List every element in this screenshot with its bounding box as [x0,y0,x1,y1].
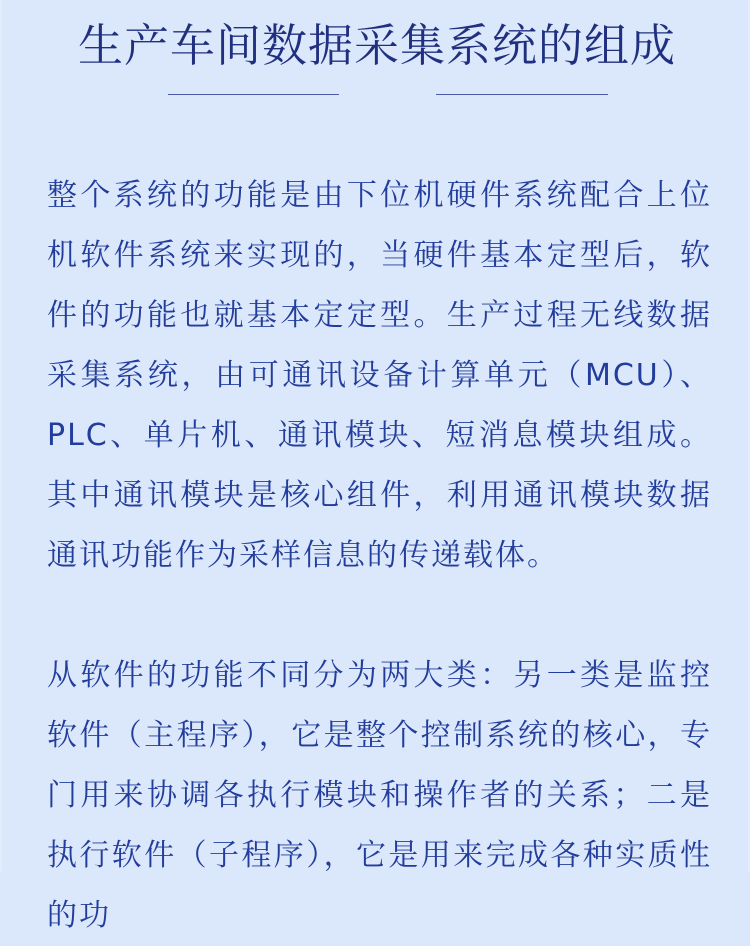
title-divider-left [168,94,339,95]
title-divider-right [436,94,608,95]
paragraph-software-types: 从软件的功能不同分为两大类：另一类是监控软件（主程序），它是整个控制系统的核心，专门用来协调各执行模块和操作者的关系；二是执行软件（子程序），它是用来完成各种实质性的功 [47,658,712,933]
paragraph-system-function: 整个系统的功能是由下位机硬件系统配合上位机软件系统来实现的，当硬件基本定型后，软件的功能也就基本定定型。生产过程无线数据采集系统，由可通讯设备计算单元（MCU）、PLC、单片机、通讯模块、短消息模块组成。其中通讯模块是核心组件，利用通讯模块数据通讯功能作为采样信息的传递载体。 [47,178,712,573]
article-title: 生产车间数据采集系统的组成 [77,19,676,72]
